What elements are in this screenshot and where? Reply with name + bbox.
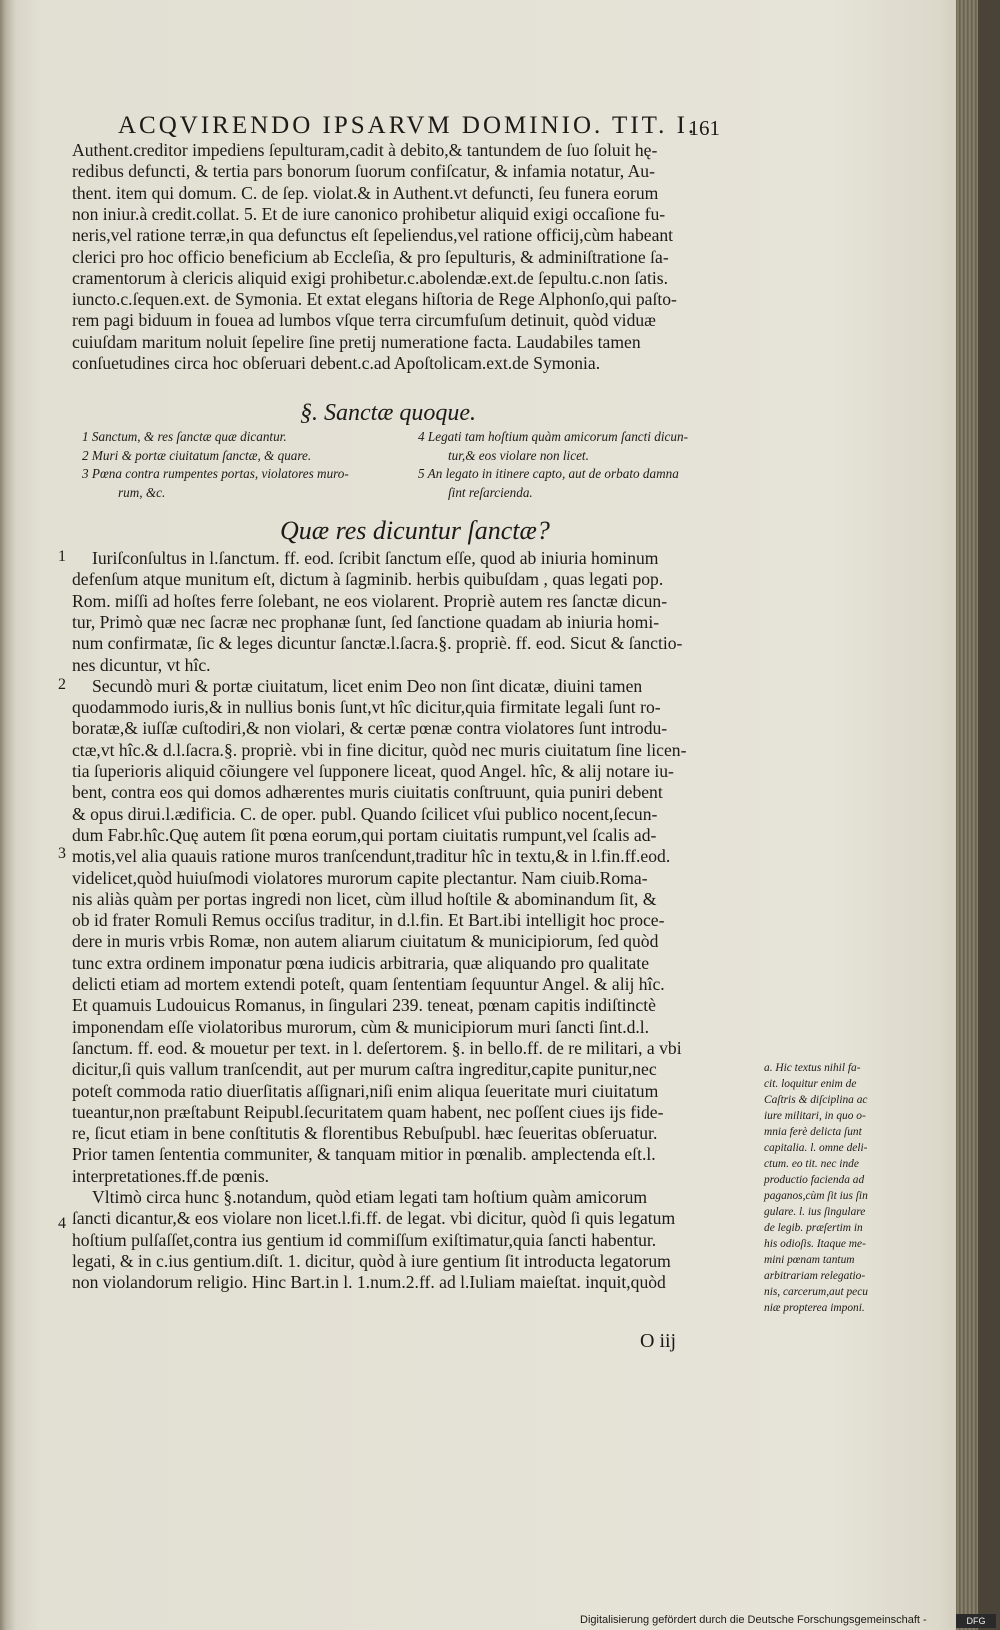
text-line: re, ſicut etiam in bene conſtitutis & florentibus Rebuſpubl. hæc ſeueritas obſeruatur.	[72, 1123, 658, 1144]
footer-credit: Digitalisierung gefördert durch die Deutsche Forschungsgemeinschaft -	[580, 1614, 927, 1626]
gloss-line: gulare. l. ius ſingulare	[764, 1206, 866, 1218]
text-line: Prior tamen ſententia communiter, & tanquam mitior in pœnalib. amplectenda eſt.l.	[72, 1144, 656, 1165]
summary-item: ſint reſarcienda.	[448, 484, 533, 500]
text-line: iuncto.c.ſequen.ext. de Symonia. Et extat elegans hiſtoria de Rege Alphonſo,qui paſto-	[72, 289, 677, 310]
text-line: nes dicuntur, vt hîc.	[72, 654, 211, 675]
text-line: ctæ,vt hîc.& d.l.ſacra.§. propriè. vbi in fine dicitur, quòd nec muris ciuitatum ſine licen-	[72, 739, 687, 760]
text-line: rem pagi biduum in fouea ad lumbos vſque terra circumfuſum detinuit, quòd viduæ	[72, 310, 656, 331]
summary-item: tur,& eos violare non licet.	[448, 447, 589, 463]
text-line: cramentorum à clericis aliquid exigi prohibetur.c.abolendæ.ext.de ſepultu.c.non ſatis.	[72, 267, 669, 288]
summary-item: 3 Pœna contra rumpentes portas, violatores muro-	[82, 466, 349, 481]
text-line: tueantur,non præſtabunt Reipubl.ſecuritatem quam habent, nec poſſent ciues ijs fide-	[72, 1101, 664, 1122]
text-line: imponendam eſſe violatoribus murorum, cùm & municipiorum muri ſancti ſint.d.l.	[72, 1016, 650, 1037]
text-line: non iniur.à credit.collat. 5. Et de iure canonico prohibetur aliquid exigi occaſione fu-	[72, 203, 666, 224]
text-line: bent, contra eos qui domos adhærentes muris ciuitatis conſtruunt, quia puniri debent	[72, 782, 663, 803]
text-line: delicti etiam ad mortem extendi poteſt, quam ſententiam ſequuntur Angel. & alij hîc.	[72, 974, 665, 994]
text-line: Vltimò circa hunc §.notandum, quòd etiam legati tam hoſtium quàm amicorum	[92, 1187, 648, 1207]
gloss-line: iure militari, in quo o-	[764, 1110, 866, 1122]
text-line: tunc extra ordinem imponatur pœna iudicis arbitraria, quæ aliquando pro qualitate	[72, 952, 650, 973]
paragraph-number: 1	[58, 548, 66, 565]
text-line: ob id frater Romuli Remus occiſus traditur, in d.l.fin. Et Bart.ibi intelligit hoc proce-	[72, 910, 665, 931]
text-line: nis aliàs quàm per portas ingredi non licet, cùm illud hoſtile & abominandum ſit, &	[72, 888, 657, 909]
gloss-line: capitalia. l. omne deli-	[764, 1142, 868, 1154]
text-line: & opus dirui.l.ædificia. C. de oper. publ. Quando ſcilicet vſui publico nocent,ſecun-	[72, 803, 658, 824]
text-line: dicitur,ſi quis vallum tranſcendit, aut per murum caſtra ingreditur,capite punitur,nec	[72, 1059, 657, 1080]
text-line: ſancti dicantur,& eos violare non licet.l.fi.ff. de legat. vbi dicitur, quòd ſi quis legatum	[72, 1208, 676, 1229]
text-line: quodammodo iuris,& in nullius bonis ſunt,vt hîc dicitur,quia firmitate legali ſunt ro-	[72, 697, 661, 718]
dfg-logo: DFG	[956, 1614, 996, 1628]
summary-item: 4 Legati tam hoſtium quàm amicorum ſancti dicun-	[418, 429, 688, 444]
text-line: Secundò muri & portæ ciuitatum, licet enim Deo non ſint dicatæ, diuini tamen	[92, 675, 643, 696]
text-line: clerici pro hoc officio beneficium ab Eccleſia, & pro ſepulturis, & adminiſtratione ſa-	[72, 246, 669, 267]
text-line: hoſtium pulſaſſet,contra ius gentium id commiſſum exiſtimatur,quia ſancti habentur.	[72, 1229, 657, 1250]
summary-item: 1 Sanctum, & res ſanctæ quæ dicantur.	[82, 429, 287, 444]
gloss-line: arbitrariam relegatio-	[764, 1270, 866, 1282]
section-title: §. Sanctæ quoque.	[300, 400, 476, 426]
text-line: tur, Primò quæ nec ſacræ nec prophanæ ſunt, ſed ſanctione quadam ab iniuria homi-	[72, 611, 660, 632]
gloss-line: de legib. præſertim in	[764, 1222, 863, 1234]
gloss-line: nis, carcerum,aut pecu	[764, 1286, 868, 1298]
gloss-line: a. Hic textus nihil fa-	[764, 1062, 861, 1074]
text-line: neris,vel ratione terræ,in qua defunctus eſt ſepeliendus,vel ratione officij,cùm habeant	[72, 225, 674, 246]
text-line: boratæ,& iuſſæ cuſtodiri,& non violari, & certæ pœnæ contra violatores ſunt introdu-	[72, 718, 668, 739]
paragraph-number: 4	[58, 1215, 66, 1232]
gloss-line: Caſtris & diſciplina ac	[764, 1094, 868, 1106]
text-line: cuiuſdam maritum noluit ſepelire ſine pretij numeratione facta. Laudabiles tamen	[72, 331, 641, 352]
summary-item: 5 An legato in itinere capto, aut de orbato damna	[418, 466, 679, 481]
folio-number: 161	[688, 116, 720, 140]
signature-mark: O iij	[640, 1330, 677, 1352]
gloss-line: paganos,cùm ſit ius ſin	[764, 1190, 868, 1202]
text-line: dum Fabr.hîc.Quę autem ſit pœna eorum,qui portam ciuitatis rumpunt,vel ſcalis ad-	[72, 824, 657, 845]
paragraph-number: 3	[58, 845, 66, 862]
gloss-line: cit. loquitur enim de	[764, 1078, 857, 1090]
text-line: defenſum atque munitum eſt, dictum à ſagminib. herbis quibuſdam , quas legati pop.	[72, 569, 664, 590]
gloss-line: niæ propterea imponi.	[764, 1302, 865, 1314]
text-line: thent. item qui domum. C. de ſep. violat.& in Authent.vt defuncti, ſeu funera eorum	[72, 182, 659, 203]
text-line: non violandorum religio. Hinc Bart.in l. 1.num.2.ff. ad l.Iuliam maieſtat. inquit,quòd	[72, 1272, 666, 1293]
gloss-line: ctum. eo tit. nec inde	[764, 1158, 859, 1170]
text-line: conſuetudines circa hoc obſeruari debent.c.ad Apoſtolicam.ext.de Symonia.	[72, 353, 601, 373]
text-line: tia ſuperioris aliquid cõiungere vel ſupponere liceat, quod Angel. hîc, & alij notare iu-	[72, 761, 674, 781]
text-line: num confirmatæ, ſic & leges dicuntur ſanctæ.l.ſacra.§. propriè. ff. eod. Sicut & ſanctio-	[72, 633, 683, 654]
sub-title: Quæ res dicuntur ſanctæ?	[280, 516, 550, 545]
page-edge	[956, 0, 978, 1630]
gloss-line: productio facienda ad	[764, 1174, 865, 1186]
text-line: legati, & in c.ius gentium.diſt. 1. dicitur, quòd à iure gentium ſit introducta legatorum	[72, 1250, 671, 1271]
text-line: Iuriſconſultus in l.ſanctum. ff. eod. ſcribit ſanctum eſſe, quod ab iniuria hominum	[92, 548, 659, 568]
text-line: Authent.creditor impediens ſepulturam,cadit à debito,& tantundem de ſuo ſoluit hę-	[72, 140, 658, 160]
text-line: videlicet,quòd huiuſmodi violatores murorum capite plectantur. Nam ciuib.Roma-	[72, 867, 648, 888]
text-line: interpretationes.ff.de pœnis.	[72, 1165, 270, 1186]
gloss-line: his odioſis. Itaque me-	[764, 1238, 866, 1250]
text-line: Rom. miſſi ad hoſtes ferre ſolebant, ne eos violarent. Propriè autem res ſanctæ dicun-	[72, 590, 668, 611]
text-line: redibus defuncti, & tertia pars bonorum ſuorum confiſcatur, & infamia notatur, Au-	[72, 161, 655, 182]
gloss-line: mini pœnam tantum	[764, 1254, 855, 1266]
summary-item: 2 Muri & portæ ciuitatum ſanctæ, & quare.	[82, 447, 312, 463]
text-line: poteſt commoda ratio diuerſitatis aſſignari,niſi enim aliqua ſeueritate muri ciuitatum	[72, 1080, 659, 1101]
text-line: ſanctum. ff. eod. & mouetur per text. in l. deſertorem. §. in bello.ff. de re militari, a vbi	[72, 1037, 682, 1058]
paragraph-number: 2	[58, 676, 66, 693]
summary-item: rum, &c.	[118, 484, 166, 500]
gloss-line: mnia ferè delicta ſunt	[764, 1126, 862, 1138]
text-line: Et quamuis Ludouicus Romanus, in ſingulari 239. teneat, pœnam capitis indiſtinctè	[72, 995, 656, 1016]
running-head: ACQVIRENDO IPSARVM DOMINIO. TIT. I.	[118, 112, 698, 139]
text-line: motis,vel alia quauis ratione muros tranſcendunt,traditur hîc in textu,& in l.fin.ff.eod.	[72, 846, 671, 867]
text-line: dere in muris vrbis Romæ, non autem aliarum ciuitatum & municipiorum, ſed quòd	[72, 931, 659, 952]
